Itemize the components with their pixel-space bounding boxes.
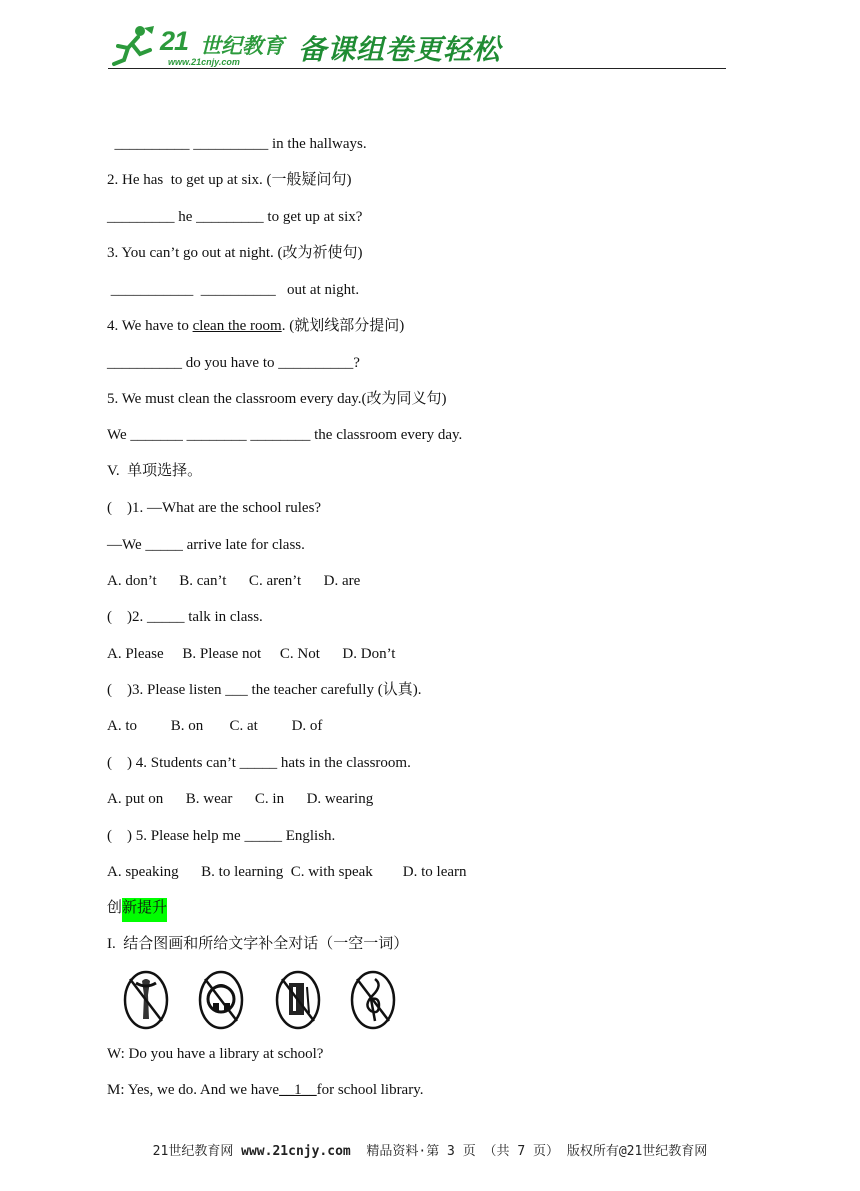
no-music-note-icon: [349, 969, 397, 1031]
no-food-icon: [122, 969, 170, 1031]
section-heading: I. 结合图画和所给文字补全对话（一空一词）: [107, 936, 409, 952]
q4-prefix: 4. We have to: [107, 318, 193, 334]
question-line: ( ) 5. Please help me _____ English.: [107, 828, 336, 844]
options-line: A. don’t B. can’t C. aren’t D. are: [107, 573, 361, 589]
section-title: [107, 899, 167, 917]
dialogue-prefix: M: Yes, we do. And we have: [107, 1082, 280, 1098]
rule-icons-row: [122, 969, 402, 1031]
options-line: A. speaking B. to learning C. with speak D. to learn: [107, 864, 467, 880]
footer-right: 精品资料·第 3 页 （共 7 页） 版权所有@21世纪教育网: [350, 1144, 708, 1159]
header-rule: [108, 68, 726, 69]
text-line: 5. We must clean the classroom every day.(改为同义句): [107, 391, 447, 407]
text-line: 2. He has to get up at six. (一般疑问句): [107, 172, 352, 188]
question-4-line: [107, 317, 404, 335]
section-title-plain: 创: [107, 900, 123, 916]
runner-logo-icon: [110, 24, 156, 68]
logo-number: 21: [160, 26, 189, 56]
question-line: ( )3. Please listen ___ the teacher carefully (认真).: [107, 682, 422, 698]
section-title-highlighted: 新提升: [122, 898, 167, 922]
question-line: ( )1. —What are the school rules?: [107, 500, 322, 516]
question-line: ( ) 4. Students can’t _____ hats in the classroom.: [107, 755, 411, 771]
blank-1: __1__: [279, 1082, 317, 1098]
text-line: 3. You can’t go out at night. (改为祈使句): [107, 245, 363, 261]
footer-site-link[interactable]: www.21cnjy.com: [241, 1144, 351, 1159]
text-line: We _______ ________ ________ the classroom every day.: [107, 427, 463, 443]
footer-left: 21世纪教育网: [152, 1144, 242, 1159]
dialogue-line: [107, 1081, 424, 1099]
question-line: ( )2. _____ talk in class.: [107, 609, 263, 625]
no-drink-icon: [274, 969, 322, 1031]
section-heading: V. 单项选择。: [107, 463, 203, 479]
logo-text: 世纪教育: [200, 34, 284, 58]
options-line: A. Please B. Please not C. Not D. Don’t: [107, 646, 396, 662]
no-music-player-icon: [197, 969, 245, 1031]
options-line: A. to B. on C. at D. of: [107, 718, 323, 734]
text-line: —We _____ arrive late for class.: [107, 537, 305, 553]
options-line: A. put on B. wear C. in D. wearing: [107, 791, 374, 807]
text-line: ___________ __________ out at night.: [107, 282, 360, 298]
dialogue-suffix: for school library.: [316, 1082, 424, 1098]
page-header: [108, 22, 726, 70]
text-line: __________ __________ in the hallways.: [107, 136, 367, 152]
dialogue-line: W: Do you have a library at school?: [107, 1046, 324, 1062]
q4-underlined-phrase: clean the room: [192, 318, 282, 334]
q4-suffix: . (就划线部分提问): [281, 318, 405, 334]
text-line: __________ do you have to __________?: [107, 355, 360, 371]
text-line: _________ he _________ to get up at six?: [107, 209, 363, 225]
logo-url: www.21cnjy.com: [168, 57, 240, 67]
header-slogan: 备课组卷更轻松: [298, 33, 502, 66]
page-footer: [0, 1140, 860, 1159]
